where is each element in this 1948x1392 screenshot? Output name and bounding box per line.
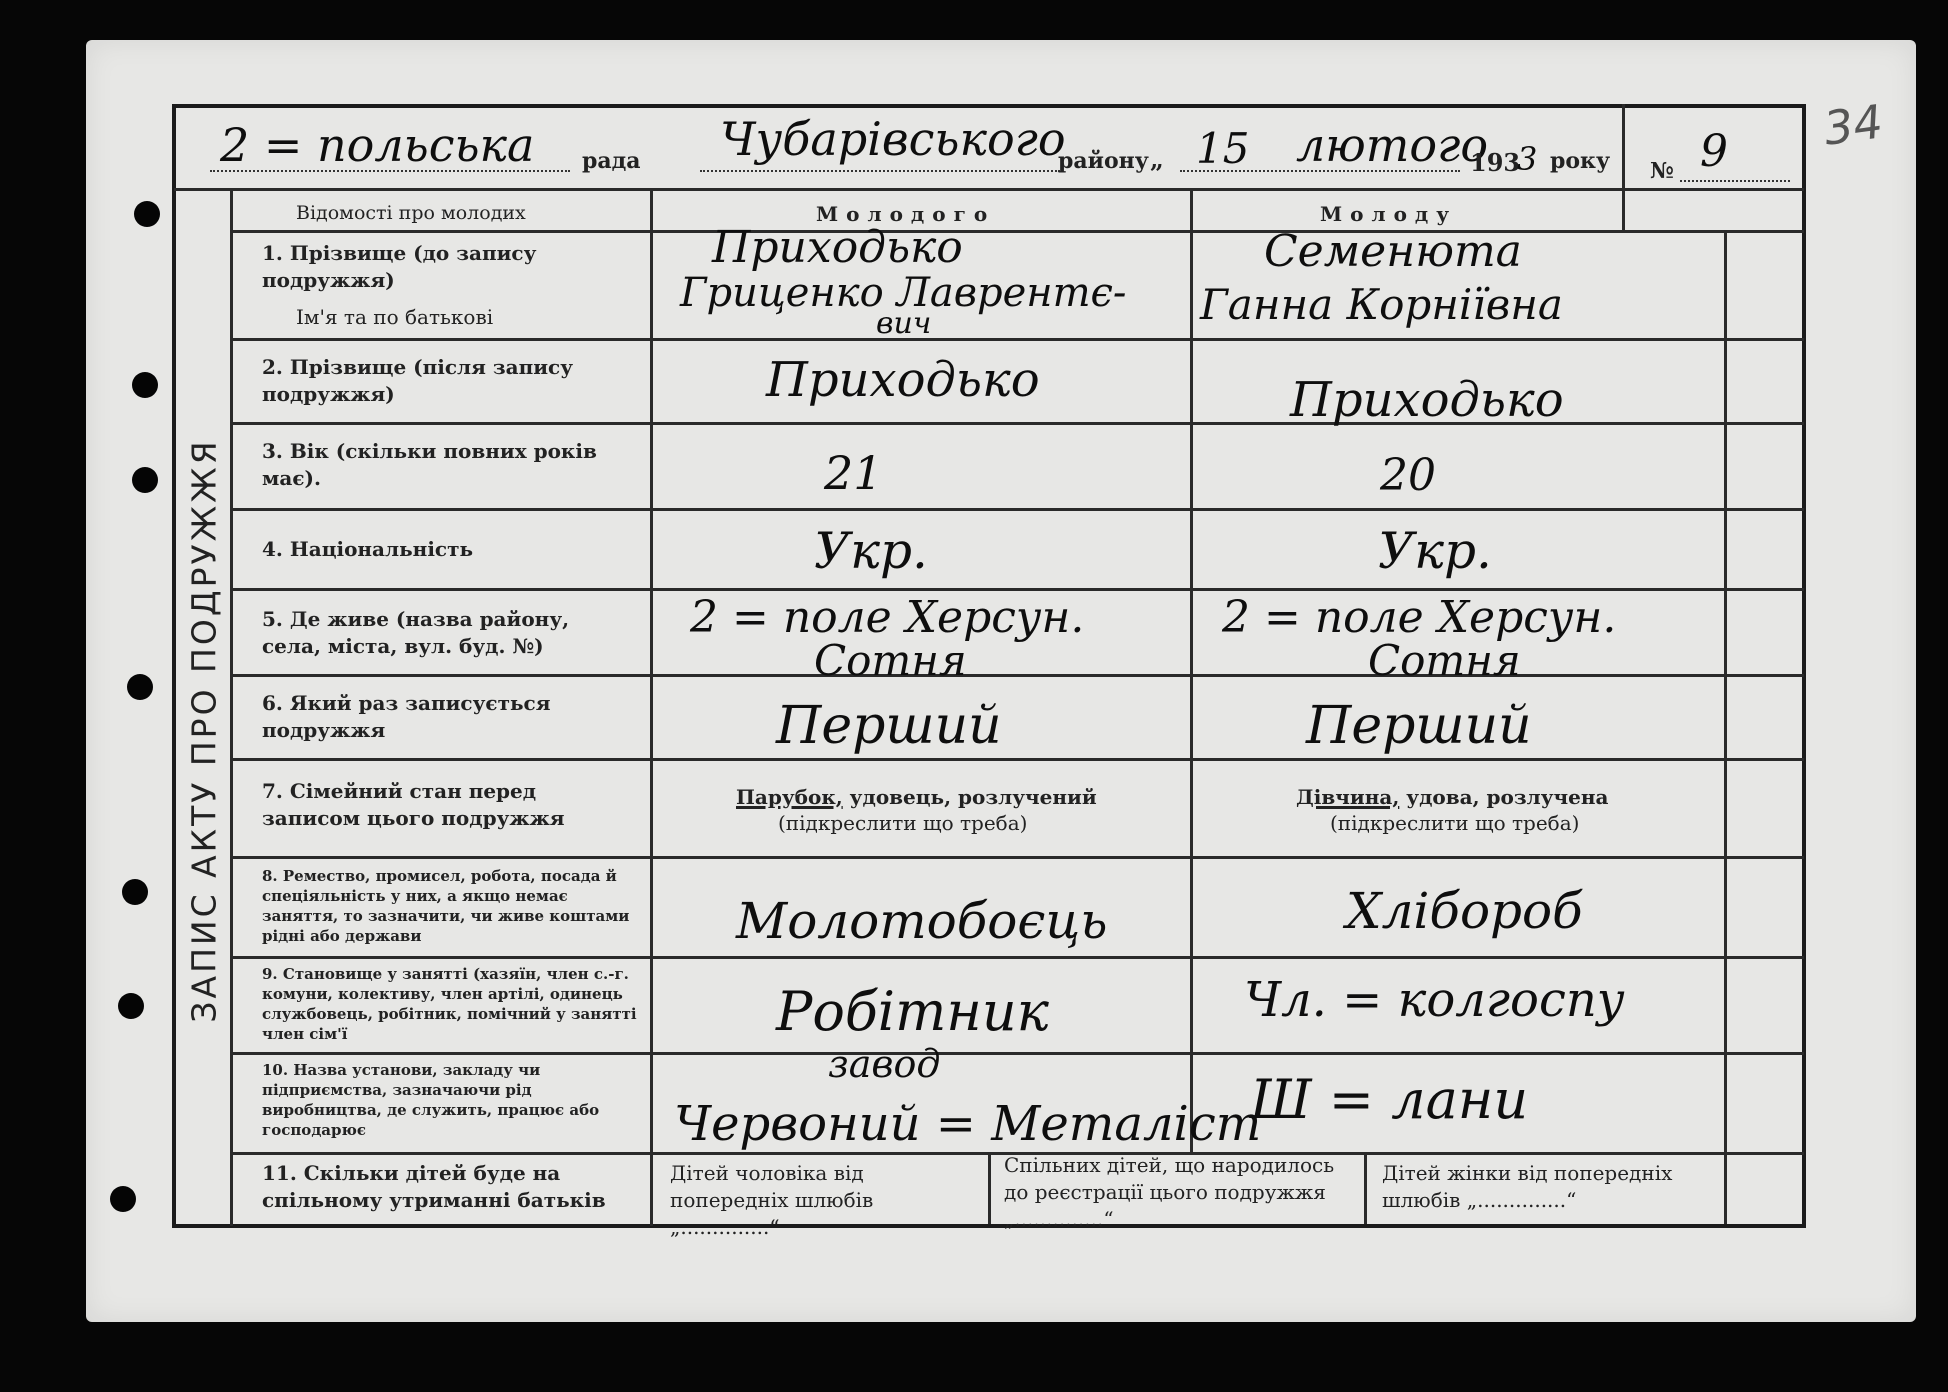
- row-line-3: [232, 508, 1804, 511]
- row-5-groom: 2 = поле Херсун.: [690, 592, 1085, 643]
- children-common: Спільних дітей, що народилось до реєстрації цього подружжя „..............“: [1004, 1153, 1335, 1231]
- row-10-groom: Червоний = Металіст: [674, 1096, 1262, 1152]
- row-4-groom: Укр.: [814, 522, 928, 580]
- info-column-divider: [650, 188, 653, 1226]
- district-dotted: [700, 170, 1060, 172]
- row-line-1: [232, 338, 1804, 341]
- column-header-line: [232, 230, 1804, 233]
- row-7-groom-options: [736, 784, 1097, 811]
- children-divider-2: [1364, 1152, 1367, 1224]
- row-7-bride-rest: удова, розлучена: [1399, 785, 1609, 809]
- year-handwritten: 3: [1517, 140, 1538, 178]
- row-8-label: 8. Ремество, промисел, робота, посада й спеціяльність у них, а якщо немає заняття, то зазначити, чи живе коштами рідні або держави: [262, 867, 630, 945]
- binder-hole: [122, 879, 148, 905]
- row-1-sublabel: Ім'я та по батькові: [296, 305, 494, 329]
- row-11-label: 11. Скільки дітей буде на спільному утриманні батьків: [262, 1161, 606, 1212]
- row-6-bride: Перший: [1306, 696, 1532, 756]
- row-5-label: 5. Де живе (назва району, села, міста, вул. буд. №): [262, 607, 570, 658]
- date-month: лютого: [1296, 118, 1489, 172]
- row-3-bride: 20: [1380, 450, 1436, 501]
- groom-bride-divider: [1190, 188, 1193, 1154]
- row-line-5: [232, 674, 1804, 677]
- row-7-bride-selected: Дівчина,: [1296, 785, 1400, 809]
- row-9-groom: Робітник: [776, 980, 1049, 1043]
- row-9-bride: Чл. = колгоспу: [1244, 972, 1625, 1028]
- row-5-bride: 2 = поле Херсун.: [1222, 592, 1617, 643]
- number-label: №: [1650, 158, 1674, 184]
- date-quote: „: [1150, 145, 1164, 174]
- row-line-6: [232, 758, 1804, 761]
- side-title: [178, 360, 230, 1100]
- children-of-groom: Дітей чоловіка від попередніх шлюбів „..............“: [670, 1161, 874, 1239]
- date-day: 15: [1196, 124, 1250, 173]
- row-7-groom-selected: Парубок,: [736, 785, 843, 809]
- row-10-groom-line1: завод: [828, 1042, 941, 1086]
- bride-column-header: Молоду: [1320, 202, 1458, 226]
- row-7-bride-options: [1296, 784, 1608, 811]
- children-of-bride: Дітей жінки від попередніх шлюбів „..............“: [1382, 1161, 1673, 1212]
- header-divider: [174, 188, 1804, 191]
- row-5-bride-village: Сотня: [1368, 636, 1521, 685]
- number-dotted: [1680, 180, 1790, 182]
- row-4-bride: Укр.: [1378, 522, 1492, 580]
- row-7-groom-hint: (підкреслити що треба): [778, 811, 1028, 835]
- row-1-groom-name: Гриценко Лаврентє-: [680, 270, 1127, 316]
- row-7-label: 7. Сімейний стан перед записом цього подружжя: [262, 779, 565, 830]
- children-divider-1: [988, 1152, 991, 1224]
- info-column-header: Відомості про молодих: [296, 202, 526, 224]
- bride-extra-divider: [1724, 230, 1727, 1224]
- row-1-groom-name-cont: вич: [876, 306, 932, 341]
- row-3-label: 3. Вік (скільки повних років має).: [262, 439, 597, 490]
- year-label: року: [1550, 148, 1611, 174]
- row-line-4: [232, 588, 1804, 591]
- row-10-bride: Ш = лани: [1250, 1068, 1529, 1131]
- row-2-bride: Приходько: [1290, 372, 1564, 428]
- groom-column-header: Молодого: [816, 202, 996, 226]
- row-line-9: [232, 1052, 1804, 1055]
- row-1-label: 1. Прізвище (до запису подружжя): [262, 241, 537, 292]
- row-1-groom-surname: Приходько: [712, 222, 963, 273]
- row-1-bride-surname: Семенюта: [1264, 226, 1522, 277]
- number-value: 9: [1700, 126, 1728, 177]
- date-dotted: [1180, 170, 1460, 172]
- row-9-label: 9. Становище у занятті (хазяїн, член с.-г. комуни, колективу, член артілі, одинець службовець, робітник, помічний у занятті член сім'ї: [262, 965, 637, 1043]
- archive-number: 34: [1820, 94, 1887, 156]
- binder-hole: [127, 674, 153, 700]
- row-6-label: 6. Який раз записується подружжя: [262, 691, 551, 742]
- district-label: району: [1058, 148, 1149, 174]
- row-7-bride-hint: (підкреслити що треба): [1330, 811, 1580, 835]
- row-8-bride: Хлібороб: [1346, 882, 1583, 940]
- council-label: рада: [582, 148, 641, 174]
- binder-hole: [110, 1186, 136, 1212]
- binder-hole: [118, 993, 144, 1019]
- number-divider: [1622, 104, 1625, 230]
- row-2-groom: Приходько: [766, 352, 1040, 408]
- row-2-label: 2. Прізвище (після запису подружжя): [262, 355, 574, 406]
- binder-hole: [132, 467, 158, 493]
- row-5-groom-village: Сотня: [814, 636, 967, 685]
- row-6-groom: Перший: [776, 696, 1002, 756]
- row-1-bride-name: Ганна Корніївна: [1200, 280, 1563, 329]
- binder-hole: [134, 201, 160, 227]
- council-value: 2 = польська: [220, 118, 535, 172]
- binder-hole: [132, 372, 158, 398]
- side-title-divider: [230, 188, 233, 1226]
- row-line-2: [232, 422, 1804, 425]
- row-line-8: [232, 956, 1804, 959]
- row-7-groom-rest: удовець, розлучений: [842, 785, 1097, 809]
- row-3-groom: 21: [824, 446, 883, 500]
- row-4-label: 4. Національність: [262, 537, 474, 561]
- district-value: Чубарівського: [720, 112, 1066, 166]
- row-line-7: [232, 856, 1804, 859]
- row-8-groom: Молотобоєць: [736, 892, 1108, 950]
- year-printed: 193: [1470, 148, 1521, 177]
- row-10-label: 10. Назва установи, закладу чи підприємства, зазначаючи рід виробництва, де служить, працює або господарює: [262, 1061, 600, 1139]
- council-dotted: [210, 170, 570, 172]
- side-title-text: ЗАПИС АКТУ ПРО ПОДРУЖЖЯ: [184, 437, 224, 1023]
